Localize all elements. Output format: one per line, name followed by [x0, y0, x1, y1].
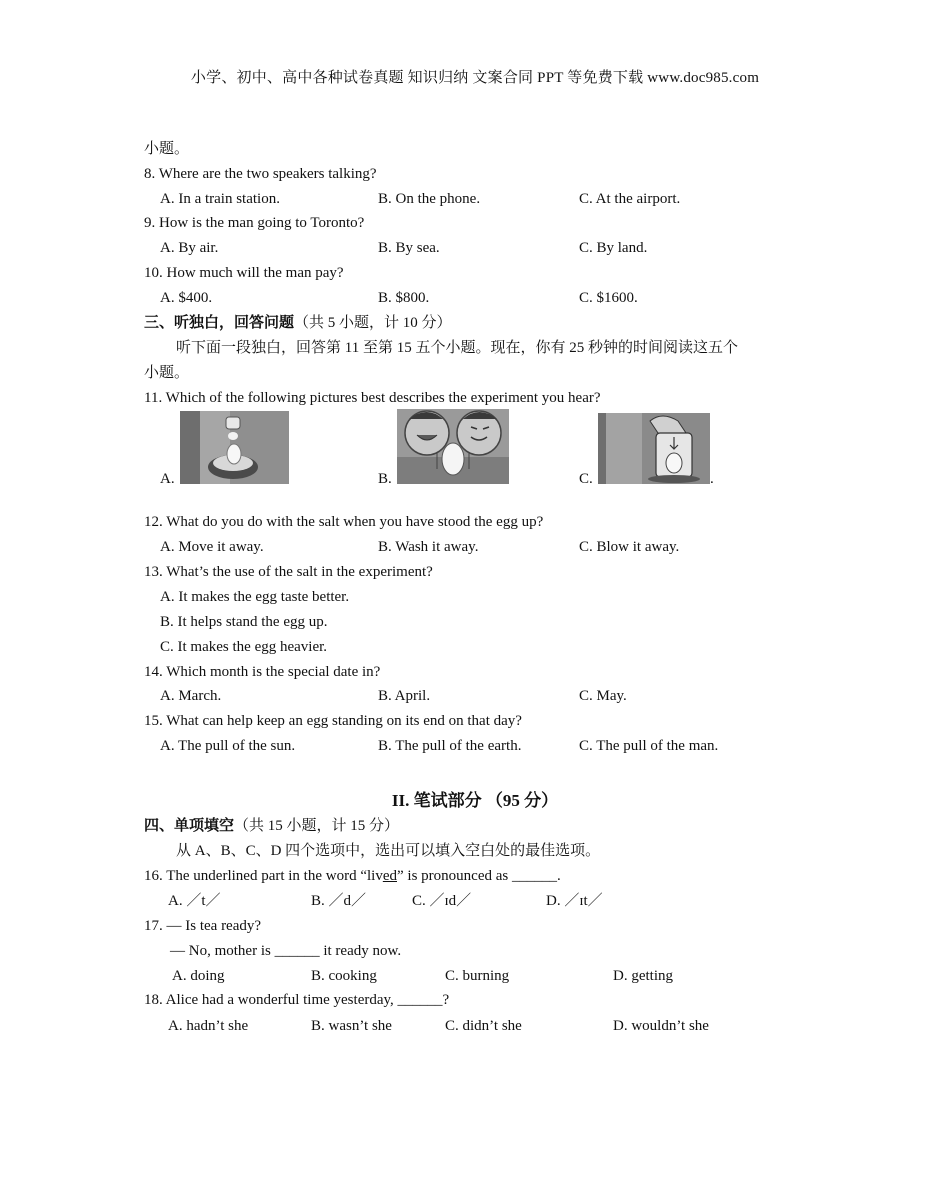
- q15-stem: 15. What can help keep an egg standing on its end on that day?: [144, 713, 522, 729]
- q13-option-c: C. It makes the egg heavier.: [160, 639, 328, 655]
- section-4-instruction: 从 A、B、C、D 四个选项中，选出可以填入空白处的最佳选项。: [176, 843, 601, 859]
- q14-option-c: C. May.: [579, 688, 627, 704]
- q10-option-a: A. $400.: [160, 290, 213, 306]
- q13-option-b: B. It helps stand the egg up.: [160, 614, 328, 630]
- section-4-note: （共 15 小题，计 15 分）: [234, 818, 400, 834]
- q18-option-c: C. didn’t she: [445, 1018, 522, 1034]
- page-header: 小学、初中、高中各种试卷真题 知识归纳 文案合同 PPT 等免费下载 www.doc985.com: [190, 70, 760, 86]
- q16-stem-underlined: ed: [382, 868, 397, 884]
- q12-option-a: A. Move it away.: [160, 539, 264, 555]
- q16-stem-post: ” is pronounced as ______.: [397, 868, 561, 884]
- q11-picture-a-salt-bowl-image: [180, 411, 289, 484]
- q17-option-a: A. doing: [172, 968, 225, 984]
- q16-option-d: D. ／ɪt／: [546, 893, 603, 909]
- q10-stem: 10. How much will the man pay?: [144, 265, 344, 281]
- q12-stem: 12. What do you do with the salt when you have stood the egg up?: [144, 514, 544, 530]
- section-3-note: （共 5 小题，计 10 分）: [294, 315, 452, 331]
- section-3-title: 三、听独白，回答问题: [144, 315, 295, 331]
- q14-stem: 14. Which month is the special date in?: [144, 664, 381, 680]
- q16-option-c: C. ／ɪd／: [412, 893, 472, 909]
- section-3-instruction-tail: 小题。: [144, 365, 190, 381]
- q10-option-c: C. $1600.: [579, 290, 638, 306]
- q16-option-b: B. ／d／: [311, 893, 367, 909]
- q16-stem-pre: 16. The underlined part in the word “liv: [144, 868, 383, 884]
- q11-option-c-label: C.: [579, 471, 593, 487]
- q15-option-c: C. The pull of the man.: [579, 738, 719, 754]
- q17-option-d: D. getting: [613, 968, 673, 984]
- q18-option-b: B. wasn’t she: [311, 1018, 392, 1034]
- q11-option-c-period: .: [710, 471, 714, 487]
- section-4-title: 四、单项填空: [144, 818, 235, 834]
- q14-option-a: A. March.: [160, 688, 222, 704]
- q17-option-b: B. cooking: [311, 968, 377, 984]
- q11-option-b-label: B.: [378, 471, 392, 487]
- q14-option-b: B. April.: [378, 688, 431, 704]
- q10-option-b: B. $800.: [378, 290, 430, 306]
- q9-stem: 9. How is the man going to Toronto?: [144, 215, 365, 231]
- section-4-heading: [144, 816, 399, 836]
- q18-stem: 18. Alice had a wonderful time yesterday, ______?: [144, 992, 450, 1008]
- q8-option-c: C. At the airport.: [579, 191, 681, 207]
- q12-option-c: C. Blow it away.: [579, 539, 680, 555]
- q11-option-a-label: A.: [160, 471, 175, 487]
- q12-option-b: B. Wash it away.: [378, 539, 479, 555]
- q8-option-a: A. In a train station.: [160, 191, 280, 207]
- q9-option-b: B. By sea.: [378, 240, 440, 256]
- q18-option-a: A. hadn’t she: [168, 1018, 249, 1034]
- q9-option-c: C. By land.: [579, 240, 648, 256]
- q15-option-a: A. The pull of the sun.: [160, 738, 296, 754]
- q8-stem: 8. Where are the two speakers talking?: [144, 166, 377, 182]
- part-2-title: II. 笔试部分 （95 分）: [391, 791, 559, 810]
- section-3-heading: [144, 313, 452, 333]
- q17-stem: 17. — Is tea ready?: [144, 918, 262, 934]
- q11-picture-b-faces-egg-image: [397, 409, 509, 484]
- q9-option-a: A. By air.: [160, 240, 219, 256]
- q11-picture-c-bottle-egg-image: [598, 413, 710, 484]
- q16-option-a: A. ／t／: [168, 893, 221, 909]
- q17-option-c: C. burning: [445, 968, 510, 984]
- section-3-instruction: 听下面一段独白，回答第 11 至第 15 五个小题。现在，你有 25 秒钟的时间阅读这五个: [176, 340, 738, 356]
- q17-stem-reply: — No, mother is ______ it ready now.: [170, 943, 402, 959]
- q16-stem: [144, 866, 561, 886]
- q13-option-a: A. It makes the egg taste better.: [160, 589, 350, 605]
- q8-option-b: B. On the phone.: [378, 191, 481, 207]
- q11-stem: 11. Which of the following pictures best describes the experiment you hear?: [144, 390, 601, 406]
- q18-option-d: D. wouldn’t she: [613, 1018, 709, 1034]
- intro-tail: 小题。: [144, 141, 190, 157]
- q15-option-b: B. The pull of the earth.: [378, 738, 522, 754]
- q13-stem: 13. What’s the use of the salt in the experiment?: [144, 564, 433, 580]
